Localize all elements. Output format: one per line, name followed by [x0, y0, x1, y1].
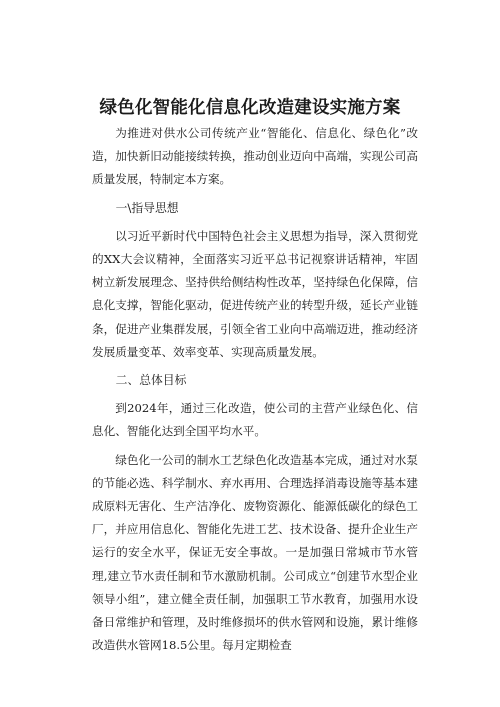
document-body: [92, 122, 418, 662]
document-title: 绿色化智能化信息化改造建设实施方案: [99, 98, 401, 118]
overall-goal-paragraph: 到2024年，通过三化改造，使公司的主营产业绿色化、信息化、智能化达到全国平均水平。: [92, 401, 418, 439]
section-heading-guiding-ideology: 一\指导思想: [115, 200, 179, 215]
intro-paragraph: 为推进对供水公司传统产业“智能化、信息化、绿色化”改造，加快新旧动能接续转换，推动创业迈向中高端，实现公司高质量发展，特制定本方案。: [92, 126, 418, 187]
section-heading-overall-goal: 二、总体目标: [115, 373, 187, 388]
greening-detail-paragraph: 绿色化一公司的制水工艺绿色化改造基本完成，通过对水泵的节能必选、科学制水、弃水再用、合理选择消毒设施等基本建成原料无害化、生产洁净化、废物资源化、能源低碳化的绿色工厂，并应用信息化、智能化先进工艺、技术设备、提升企业生产运行的安全水平，保证无安全事故。一是加强日常城市节水管理,建立节水责任制和节水激励机制。公司成立“创建节水型企业领导小组”，建立健全责任制，加强职工节水教育，加强用水设备日常维护和管理，及时维修损坏的供水管网和设施，累计维修改造供水管网18.5公里。每月定期检查: [92, 452, 418, 653]
guiding-ideology-paragraph: 以习近平新时代中国特色社会主义思想为指导，深入贯彻党的XX大会议精神，全面落实习近平总书记视察讲话精神，牢固树立新发展理念、坚持供给侧结构性改革，坚持绿色化保障，信息化支撑，智能化驱动，促进传统产业的转型升级，延长产业链条，促进产业集群发展，引领全省工业向中高端迈进，推动经济发展质量变革、效率变革、实现高质量发展。: [92, 228, 418, 359]
